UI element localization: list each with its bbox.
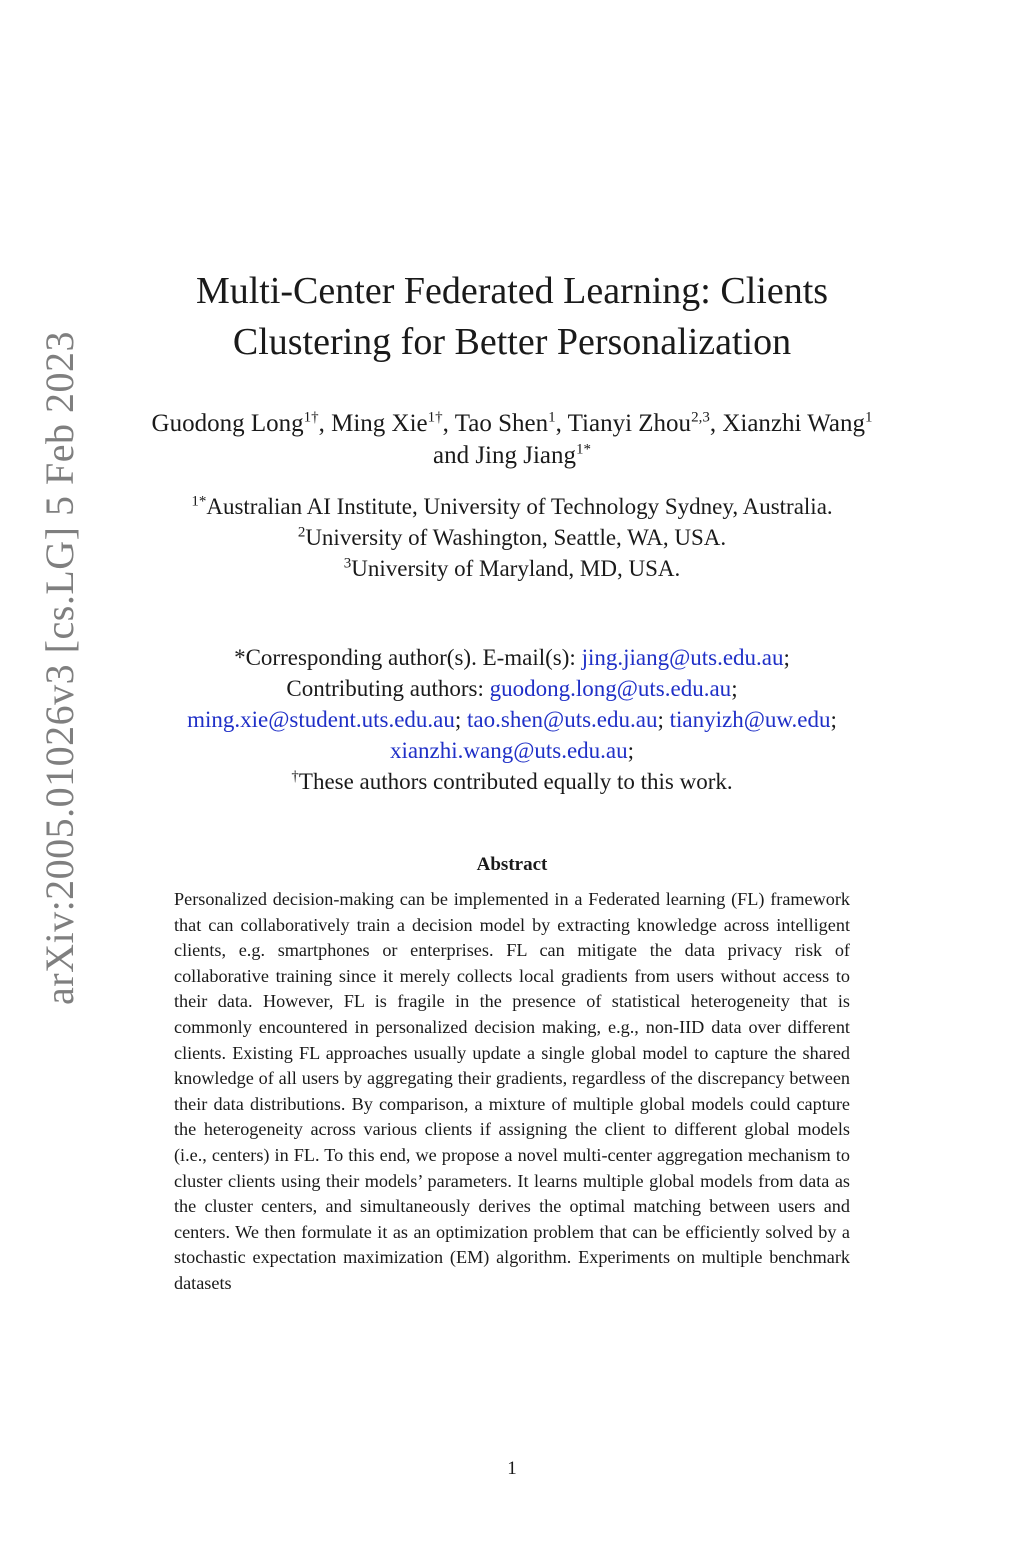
author-name: Jing Jiang bbox=[475, 442, 577, 469]
author-name: Guodong Long bbox=[151, 410, 304, 437]
author-superscript: 1† bbox=[427, 409, 443, 426]
page-number: 1 bbox=[507, 1458, 517, 1479]
contact-info bbox=[120, 642, 904, 797]
author-superscript: 1 bbox=[548, 409, 556, 426]
author-superscript: 1* bbox=[576, 441, 592, 458]
author-name: Xianzhi Wang bbox=[722, 410, 865, 437]
title-line-2: Clustering for Better Personalization bbox=[232, 321, 792, 363]
author-list: Guodong Long$^{1\dagger}$, Ming Xie$^{1\dagger}$, Tao Shen$^1$, Tianyi Zhou$^{2,3}$, Xianzhi Wang$^1$ and Jing Jiang$^{1*}$ bbox=[151, 409, 873, 469]
email-link[interactable]: tao.shen@uts.edu.au bbox=[467, 707, 658, 732]
equal-contribution-note bbox=[120, 766, 904, 797]
author-superscript: 1† bbox=[303, 409, 319, 426]
affiliation-text: University of Maryland, MD, USA. bbox=[351, 556, 681, 581]
affiliation bbox=[120, 491, 904, 522]
email-link[interactable]: guodong.long@uts.edu.au bbox=[489, 676, 732, 701]
abstract-text: Personalized decision-making can be implemented in a Federated learning (FL) framework that can collaboratively train a decision model by extracting knowledge across intelligent clients, e.g. smartphones or enterprises. FL can mitigate the data privacy risk of collaborative training since it merely collects local gradients from users without access to their data. However, FL is fragile in the presence of statistical heterogeneity that is commonly encountered in personalized decision making, e.g., non-IID data over different clients. Existing FL approaches usually update a single global model to capture the shared knowledge of all users by aggregating their gradients, regardless of the discrepancy between their data distributions. By comparison, a mixture of multiple global models could capture the heterogeneity across various clients if assigning the client to different global models (i.e., centers) in FL. To this end, we propose a novel multi-center aggregation mechanism to cluster clients using their models’ parameters. It learns multiple global models from data as the cluster centers, and simultaneously derives the optimal matching between users and centers. We then formulate it as an optimization problem that can be efficiently solved by a stochastic expectation maximization (EM) algorithm. Experiments on multiple benchmark datasets bbox=[174, 889, 850, 1293]
contributing-line: ming.xie@student.uts.edu.au; tao.shen@uts.edu.au; tianyizh@uw.edu; bbox=[187, 707, 837, 732]
affiliation-text: Australian AI Institute, University of Technology Sydney, Australia. bbox=[206, 494, 833, 519]
corresponding-email-link[interactable]: jing.jiang@uts.edu.au bbox=[581, 645, 784, 670]
equal-contribution-text: These authors contributed equally to this work. bbox=[298, 769, 733, 794]
email-link[interactable]: tianyizh@uw.edu bbox=[669, 707, 831, 732]
author-conjunction: and bbox=[432, 442, 470, 469]
paper-title bbox=[100, 266, 924, 368]
email-link[interactable]: ming.xie@student.uts.edu.au bbox=[187, 707, 455, 732]
author-name: Tianyi Zhou bbox=[567, 410, 692, 437]
abstract-heading: Abstract bbox=[476, 854, 548, 875]
arxiv-identifier: arXiv:2005.01026v3 [cs.LG] 5 Feb 2023 bbox=[37, 331, 82, 1005]
affiliation bbox=[120, 553, 904, 584]
author-name: Ming Xie bbox=[331, 410, 428, 437]
author-superscript: 1 bbox=[864, 409, 873, 426]
title-line-1: Multi-Center Federated Learning: Clients bbox=[195, 270, 829, 312]
affiliation-superscript: 3 bbox=[343, 555, 352, 572]
affiliation-superscript: 2 bbox=[297, 524, 306, 541]
author-name: Tao Shen bbox=[454, 410, 549, 437]
affiliation bbox=[120, 522, 904, 553]
contributing-line: xianzhi.wang@uts.edu.au; bbox=[389, 738, 635, 763]
dagger-mark: † bbox=[291, 768, 299, 785]
contributing-label: Contributing authors: bbox=[286, 676, 484, 701]
corresponding-label: *Corresponding author(s). E-mail(s): bbox=[234, 645, 576, 670]
affiliation-superscript: 1* bbox=[191, 493, 207, 510]
author-superscript: 2,3 bbox=[691, 409, 710, 426]
corresponding-line: *Corresponding author(s). E-mail(s): jing.jiang@uts.edu.au; bbox=[234, 645, 790, 670]
contributing-line: Contributing authors: guodong.long@uts.edu.au; bbox=[286, 676, 738, 701]
affiliation-text: University of Washington, Seattle, WA, USA. bbox=[305, 525, 727, 550]
email-link[interactable]: xianzhi.wang@uts.edu.au bbox=[389, 738, 628, 763]
affiliation-list bbox=[120, 491, 904, 584]
